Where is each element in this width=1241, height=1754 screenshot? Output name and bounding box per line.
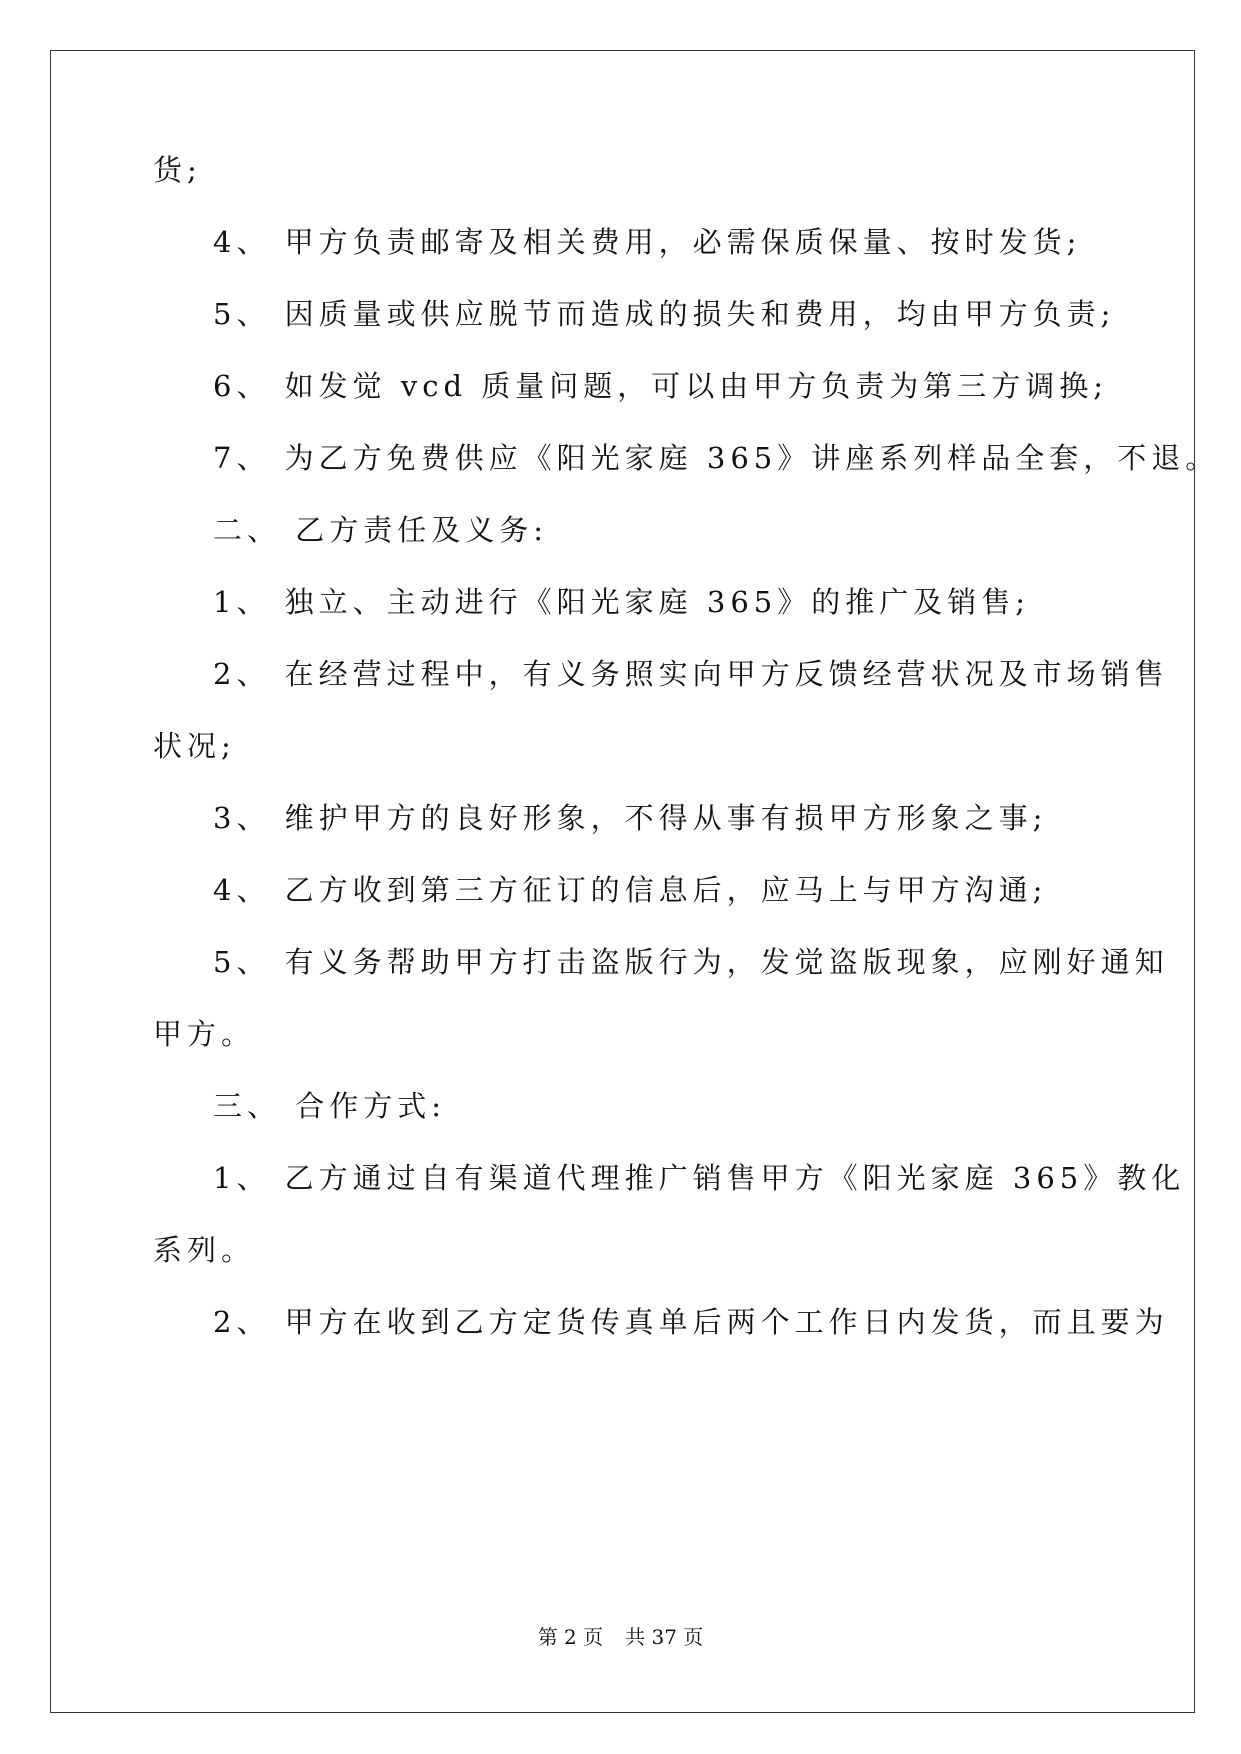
page-footer [0,1624,1241,1650]
text-line: 5、 因质量或供应脱节而造成的损失和费用，均由甲方负责; [213,297,1116,331]
text-line: 2、 甲方在收到乙方定货传真单后两个工作日内发货，而且要为 [213,1305,1169,1339]
text-line: 1、 乙方通过自有渠道代理推广销售甲方《阳光家庭 365》教化 [213,1161,1186,1195]
text-line: 3、 维护甲方的良好形象，不得从事有损甲方形象之事; [213,801,1048,835]
text-line: 4、 乙方收到第三方征订的信息后，应马上与甲方沟通; [213,873,1048,907]
text-line: 1、 独立、主动进行《阳光家庭 365》的推广及销售; [213,585,1031,619]
text-line: 货; [153,153,202,187]
text-line: 甲方。 [153,1017,256,1051]
page-total: 共 37 页 [625,1625,704,1649]
text-line: 系列。 [153,1233,256,1267]
section-heading: 二、 乙方责任及义务: [213,513,548,547]
text-line: 5、 有义务帮助甲方打击盗版行为，发觉盗版现象，应刚好通知 [213,945,1169,979]
section-heading: 三、 合作方式: [213,1089,446,1123]
text-line: 7、 为乙方免费供应《阳光家庭 365》讲座系列样品全套，不退。 [213,441,1220,475]
text-line: 状况; [153,729,236,763]
text-line: 6、 如发觉 vcd 质量问题，可以由甲方负责为第三方调换; [213,369,1109,403]
text-line: 4、 甲方负责邮寄及相关费用，必需保质保量、按时发货; [213,225,1082,259]
page-number: 第 2 页 [537,1625,604,1649]
text-line: 2、 在经营过程中，有义务照实向甲方反馈经营状况及市场销售 [213,657,1169,691]
